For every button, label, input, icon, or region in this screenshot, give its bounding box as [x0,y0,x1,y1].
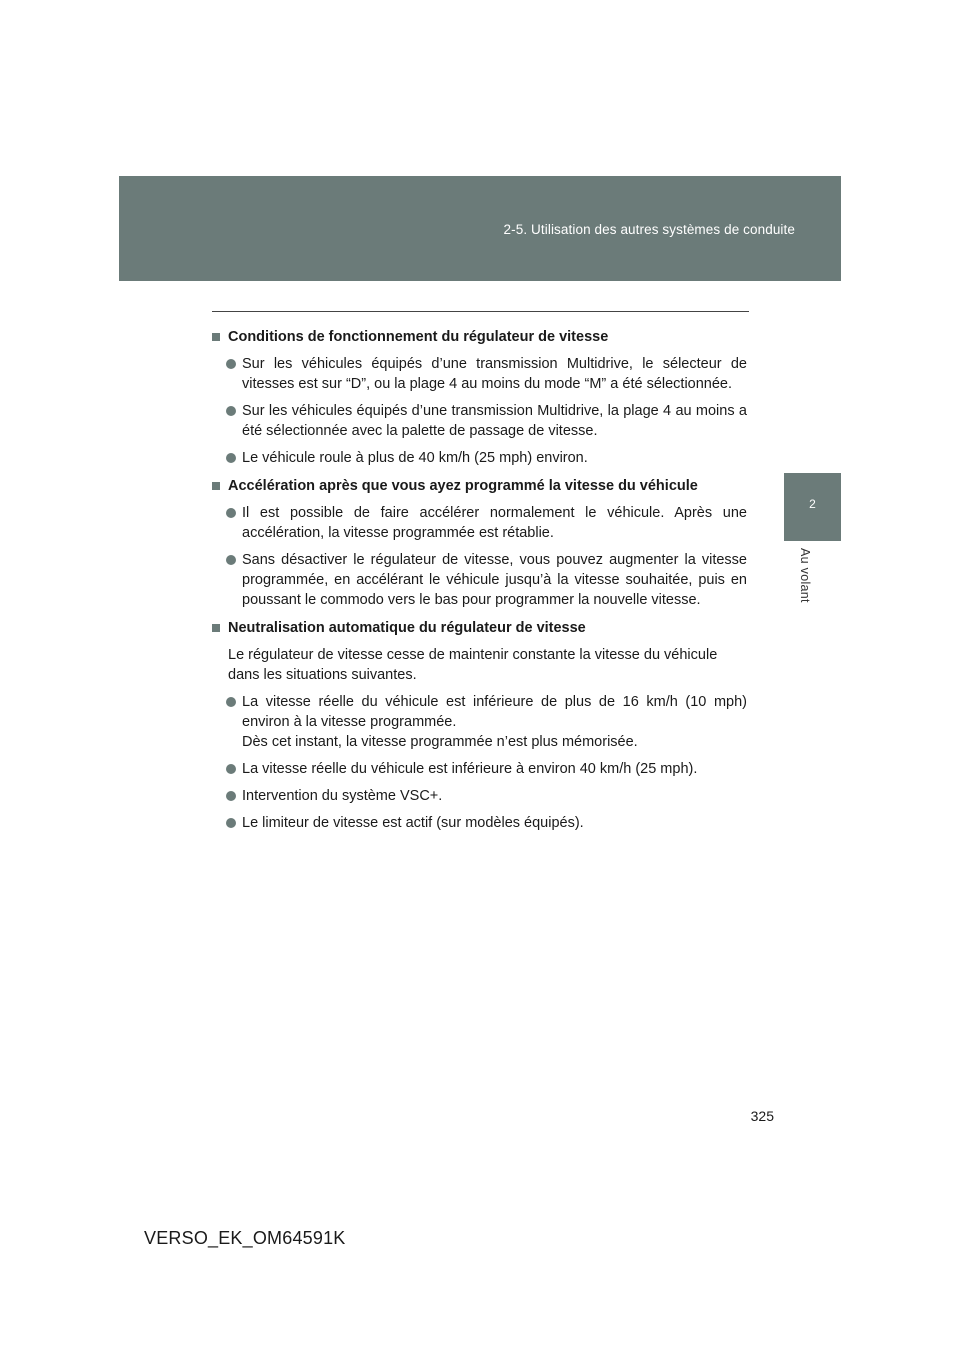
round-bullet-icon [226,359,236,369]
intro-paragraph: Le régulateur de vitesse cesse de maintenir constante la vitesse du véhicule dans les situations suivantes. [228,647,718,683]
round-bullet-icon [226,697,236,707]
header-band [119,176,841,281]
section-heading: Accélération après que vous ayez programmé la vitesse du véhicule [212,476,747,496]
main-content [212,327,747,841]
top-rule [212,311,749,312]
list-item: La vitesse réelle du véhicule est inférieure à environ 40 km/h (25 mph). [212,759,747,779]
list-item: Sur les véhicules équipés d’une transmission Multidrive, la plage 4 au moins a été sélectionnée avec la palette de passage de vitesse. [212,401,747,441]
section-automatic-cancel [212,618,747,833]
chapter-label: Au volant [798,548,812,603]
round-bullet-icon [226,508,236,518]
list-item: Sans désactiver le régulateur de vitesse, vous pouvez augmenter la vitesse programmée, en accélérant le véhicule jusqu’à la vitesse souhaitée, puis en poussant le commodo vers le bas pour programmer la nouvelle vitesse. [212,550,747,610]
list-item: Le véhicule roule à plus de 40 km/h (25 mph) environ. [212,448,747,468]
list-item: Intervention du système VSC+. [212,786,747,806]
list-item: Sur les véhicules équipés d’une transmission Multidrive, le sélecteur de vitesses est sur “D”, ou la plage 4 au moins du mode “M” a été sélectionnée. [212,354,747,394]
list-item: Le limiteur de vitesse est actif (sur modèles équipés). [212,813,747,833]
chapter-tab [784,473,841,541]
round-bullet-icon [226,555,236,565]
section-acceleration [212,476,747,610]
square-bullet-icon [212,333,220,341]
section-heading: Conditions de fonctionnement du régulateur de vitesse [212,327,747,347]
document-code: VERSO_EK_OM64591K [144,1228,346,1248]
round-bullet-icon [226,791,236,801]
square-bullet-icon [212,624,220,632]
square-bullet-icon [212,482,220,490]
list-item: Il est possible de faire accélérer normalement le véhicule. Après une accélération, la vitesse programmée est rétablie. [212,503,747,543]
section-operating-conditions [212,327,747,468]
section-title: 2-5. Utilisation des autres systèmes de conduite [503,222,795,237]
section-heading: Neutralisation automatique du régulateur de vitesse [212,618,747,638]
list-item: La vitesse réelle du véhicule est inférieure de plus de 16 km/h (10 mph) environ à la vitesse programmée. Dès cet instant, la vitesse programmée n’est plus mémorisée. [212,692,747,752]
page-number: 325 [750,1108,774,1124]
chapter-number: 2 [809,497,816,511]
round-bullet-icon [226,764,236,774]
round-bullet-icon [226,818,236,828]
round-bullet-icon [226,453,236,463]
round-bullet-icon [226,406,236,416]
